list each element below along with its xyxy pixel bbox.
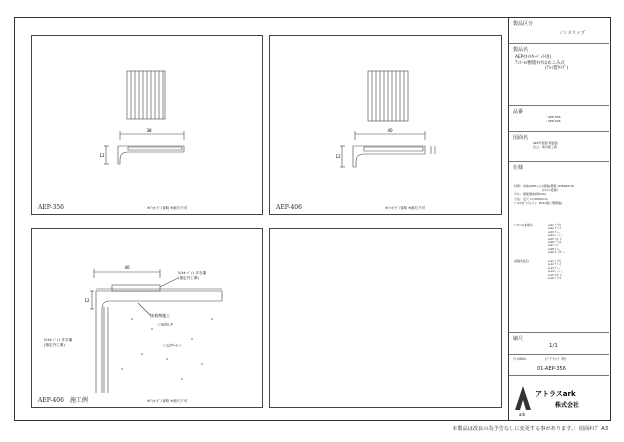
color-chart-label: ﾌﾟﾛﾌｧｲﾙ(本体色) [514,224,533,227]
height-dimension: 12 [335,154,341,159]
panel-footer [32,200,262,214]
panel-note: ※ｱﾝｶｰﾋﾟﾝ省略 ※縮尺不可 [385,206,426,210]
callout-left-sub: (指定外工事) [44,343,65,347]
mortar-label: ＜ﾓﾙﾀﾙ＞ [157,322,173,327]
panel-note: ※ｱﾝｶｰﾋﾟﾝ省略 ※縮尺不可 [147,399,188,403]
category-value: ノンスリップ [559,31,585,36]
panel-label: AEP-406 施工例 [38,397,88,404]
file-number: 01-AEP-356 [537,366,566,372]
aep356-drawing [32,36,262,200]
file-label: ﾌｧｲﾙNO. [513,357,527,361]
tb-category [509,18,609,44]
panel-note: ※ｱﾝｶｰﾋﾟﾝ省略 ※縮尺不可 [147,206,188,210]
product-name-label: 製品名 [513,47,529,53]
tb-product-name [509,44,609,106]
color-chart-label: (樹脂色指定) [514,260,529,263]
spec-text: 材質：本体(AEP-○○)樹脂(硬質 AH6063-T5 (ｱﾙﾏｲﾄ処理) ｱﾝｶｰ：樹脂製(軟質PVC) 寸法：定尺 L=3000mm ﾌﾞﾛｯｸ(ｶﾞﾗｽ入り)：PVC(塩ビ製樹脂) [514,184,574,205]
drawing-name-label: 図面名 [513,135,529,141]
tb-spec [509,162,609,333]
footer-note: 本製品は改良の為予告なしに変更する事があります。：図面ﾀｲﾌﾟ A3 [452,426,608,432]
adhesive-label: 接着剤施工 [150,313,170,318]
width-dimension: 40 [387,128,393,133]
panel-footer [270,200,501,214]
drawing-name: AEP平面図 断面図 及び、取付施工例 [533,141,558,150]
company-suffix: 株式会社 [555,402,580,409]
scale-label: 縮尺 [513,336,524,342]
product-name: AEP(ﾀｲﾙｶｰﾍﾟｯﾄ用) ｱﾝｺｰﾙ/樹脂ﾀｲﾔはめこみ式 (ｱﾙﾐ製ﾀｲﾌﾟ) [515,55,569,71]
drawing-panel-installation [31,228,263,408]
file-note: (ﾃﾞｸﾞｳｫｰﾄﾞ 時) [545,357,567,361]
callout-left: ﾀｲﾙｶｰﾍﾟｯﾄ 歩き場 [44,338,73,342]
panel-label: AEP-356 [38,204,64,211]
color-chart-1: ﾌﾟﾛﾌｧｲﾙ(本体色) a-01 ﾌﾞﾗｳﾝ a-02 ｸﾞﾘｰﾝ a-03 ｸﾞﾚｰ a-04 ﾍﾞｰｼﾞｭ a-05 ｱｲﾎﾞﾘｰ a-06 ﾌﾞﾗｯｸ a-07 ﾚｯﾄﾞ a-08 ﾌﾞﾙｰ a-09 ﾀﾞｰｸｸﾞﾚｰ [514,224,566,255]
concrete-label: ＜ｺﾝｸﾘｰﾄ＞ [162,343,182,348]
part-no-list: ・AEP-356 ・AEP-406 [545,115,561,124]
nosing-profile [96,291,222,393]
panel-footer [32,393,262,407]
title-block [508,18,609,420]
scale-value: 1/1 [549,343,558,349]
width-dimension: 38 [146,128,152,133]
panel-footer [270,393,501,407]
color-chart-2: (樹脂色指定) a-11 ﾌﾞﾗｳﾝ a-12 ｸﾞﾘｰﾝ a-13 ｸﾞﾚｰ a-14 ﾍﾞｰｼﾞｭ a-15 ｱｲﾎﾞﾘｰ a-16 ﾌﾞﾗｯｸ [514,260,563,281]
callout-top-sub: (指定外工事) [178,276,199,280]
callout-top: ﾀｲﾙｶｰﾍﾟｯﾄ 歩き場 [178,271,207,275]
spec-label: 仕様 [513,165,524,171]
category-label: 製品区分 [513,21,534,27]
height-dimension: 12 [99,153,105,158]
aep406-drawing [270,36,501,200]
tb-part-no [509,106,609,132]
height-dimension: 12 [84,298,90,303]
installation-example-drawing [32,229,262,393]
width-dimension: 40 [124,265,130,270]
part-no-label: 品番 [513,109,524,115]
company-logo [509,376,609,420]
drawing-panel-aep406 [269,35,502,215]
drawing-panel-empty [269,228,502,408]
tb-scale [509,333,609,355]
company-name: アトラスark [535,390,576,398]
plan-view-outline [127,71,165,119]
tb-drawing-name [509,132,609,162]
drawing-panel-aep356 [31,35,263,215]
tb-company [509,376,609,420]
panel-label: AEP-406 [276,204,302,211]
tb-file [509,355,609,376]
company-mark: ark [519,412,526,417]
